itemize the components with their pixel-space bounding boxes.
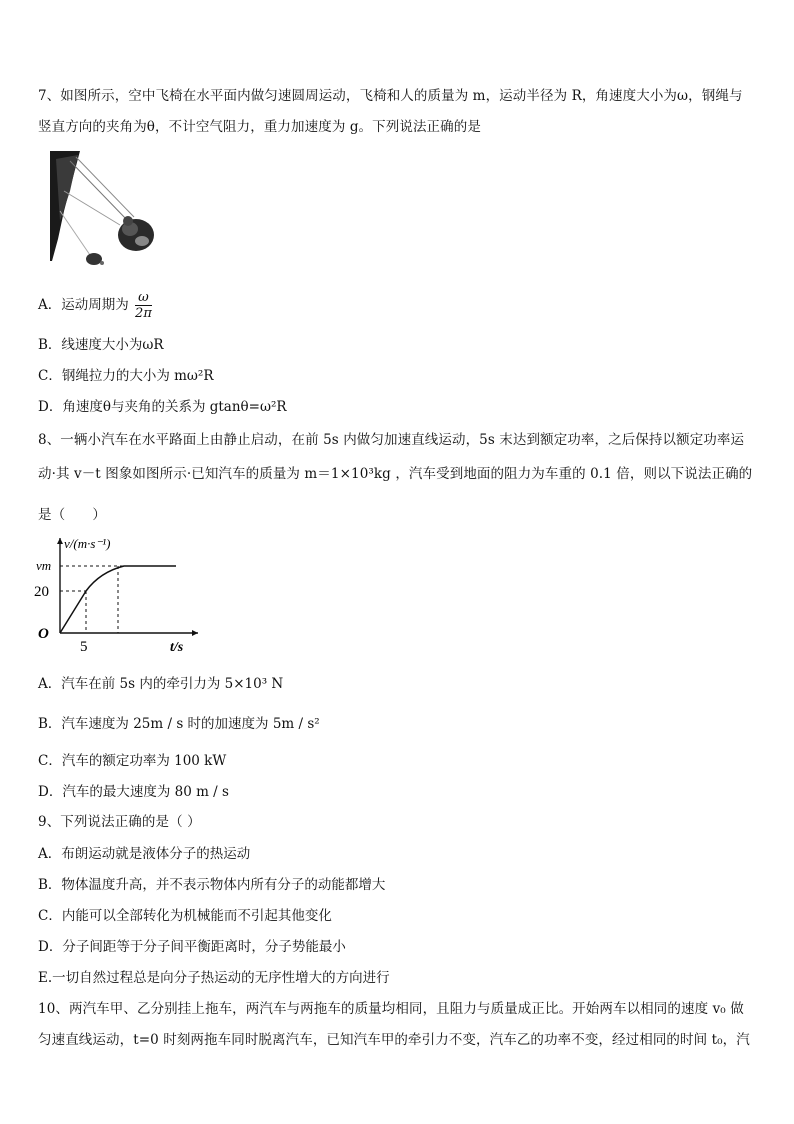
q8-option-b: B．汽车速度为 25m / s 时的加速度为 5m / s² [38, 716, 320, 732]
q9-option-e: E.一切自然过程总是向分子热运动的无序性增大的方向进行 [38, 970, 390, 986]
q8-stem-line1: 8、一辆小汽车在水平路面上由静止启动，在前 5s 内做匀加速直线运动，5s 末达到额定功率，之后保持以额定功率运 [38, 432, 745, 448]
q8-stem-line2: 动·其 v－t 图象如图所示·已知汽车的质量为 m＝1×10³kg ，汽车受到地面的阻力为车重的 0.1 倍，则以下说法正确的 [38, 466, 753, 482]
q7-option-c: C．钢绳拉力的大小为 mω²R [38, 368, 214, 384]
fraction-denominator: 2π [135, 306, 152, 321]
q7-option-b: B．线速度大小为ωR [38, 337, 164, 353]
q9-option-b: B．物体温度升高，并不表示物体内所有分子的动能都增大 [38, 877, 386, 893]
q8-option-a: A．汽车在前 5s 内的牵引力为 5×10³ N [38, 676, 284, 692]
graph-xlabel: t/s [170, 640, 184, 655]
fraction-numerator: ω [135, 290, 152, 306]
q8-option-c: C．汽车的额定功率为 100 kW [38, 753, 227, 769]
fraction [135, 290, 152, 321]
q8-option-d: D．汽车的最大速度为 80 m / s [38, 784, 229, 800]
graph-ylabel: v/(m·s⁻¹) [64, 536, 111, 551]
q7-stem-line1: 7、如图所示，空中飞椅在水平面内做匀速圆周运动，飞椅和人的质量为 m，运动半径为 R，角速度大小为ω，钢绳与 [38, 88, 743, 104]
q9-stem: 9、下列说法正确的是（ ） [38, 814, 201, 830]
q7-option-d: D．角速度θ与夹角的关系为 gtanθ=ω²R [38, 399, 287, 415]
q9-option-d: D．分子间距等于分子间平衡距离时，分子势能最小 [38, 939, 346, 955]
q7-stem-line2: 竖直方向的夹角为θ，不计空气阻力，重力加速度为 g。下列说法正确的是 [38, 119, 481, 135]
q10-stem-line1: 10、两汽车甲、乙分别挂上拖车，两汽车与两拖车的质量均相同，且阻力与质量成正比。开始两车以相同的速度 v₀ 做 [38, 1001, 744, 1017]
graph-y-tick: 20 [34, 584, 49, 600]
graph-origin: O [38, 626, 49, 642]
y-axis-arrow-icon [57, 538, 63, 544]
q7-option-a-text: A．运动周期为 [38, 297, 129, 313]
x-axis-arrow-icon [192, 630, 198, 636]
q8-stem-line3: 是（ ） [38, 507, 106, 523]
swing-ride-photo [50, 151, 156, 269]
vt-graph [28, 532, 203, 657]
graph-vm-label: vm [36, 558, 52, 573]
graph-x-tick: 5 [80, 639, 88, 655]
q7-option-a [38, 290, 152, 321]
q9-option-c: C．内能可以全部转化为机械能而不引起其他变化 [38, 908, 332, 924]
q9-option-a: A．布朗运动就是液体分子的热运动 [38, 846, 251, 862]
q10-stem-line2: 匀速直线运动，t=0 时刻两拖车同时脱离汽车，已知汽车甲的牵引力不变，汽车乙的功率不变，经过相同的时间 t₀，汽 [38, 1032, 750, 1048]
